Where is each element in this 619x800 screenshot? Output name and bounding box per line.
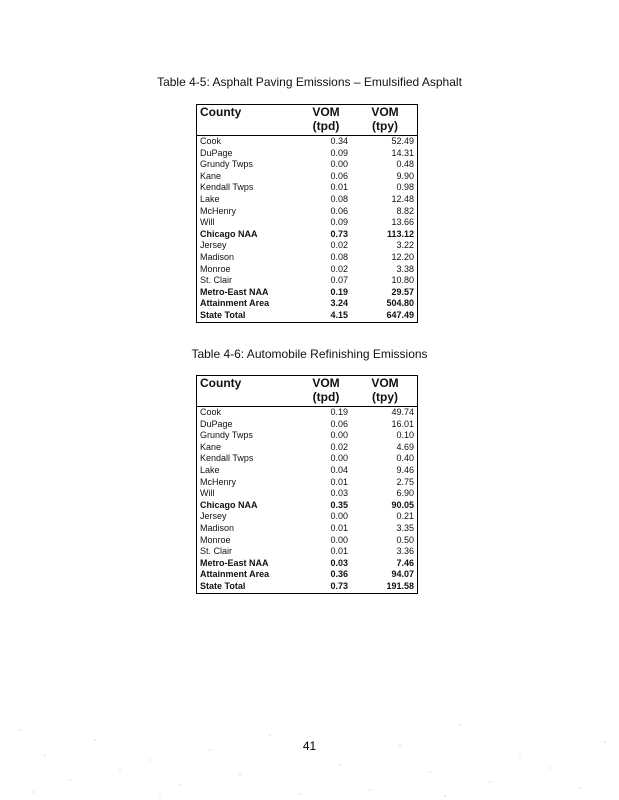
tpd-cell: 0.04 (330, 464, 348, 475)
tpd-cell: 0.09 (330, 147, 348, 158)
tpd-cell: 0.19 (330, 407, 348, 417)
tpd-cell: 0.00 (330, 534, 348, 545)
tpy-cell: 12.20 (391, 251, 414, 262)
county-cell: Lake (200, 464, 220, 475)
county-cell: Madison (200, 251, 235, 262)
tpd-cell: 0.03 (330, 557, 348, 568)
tpy-cell: 3.36 (396, 546, 414, 557)
table-4-6-caption: Table 4-6: Automobile Refinishing Emissions (191, 347, 428, 361)
tpd-cell: 0.02 (330, 441, 348, 452)
tpd-cell: 0.00 (330, 453, 348, 464)
tpd-unit: (tpd) (300, 119, 352, 136)
county-cell: Grundy Twps (200, 159, 253, 170)
tpd-cell: 0.07 (330, 275, 348, 286)
tpy-cell: 14.31 (391, 147, 414, 158)
tpd-cell: 0.00 (330, 511, 348, 522)
tpd-cell: 0.02 (330, 240, 348, 251)
tpy-cell: 3.35 (396, 522, 414, 533)
table-frame (196, 375, 418, 594)
county-cell: Lake (200, 193, 220, 204)
tpy-cell: 7.46 (396, 557, 414, 568)
tpy-cell: 504.80 (386, 298, 414, 309)
county-cell: Chicago NAA (200, 499, 258, 510)
county-cell: State Total (196, 581, 300, 593)
county-cell: Will (200, 217, 215, 228)
page-number: 41 (302, 739, 317, 753)
tpd-cell: 0.08 (330, 251, 348, 262)
tpd-cell: 0.06 (330, 418, 348, 429)
tpy-unit: (tpy) (352, 119, 418, 136)
tpy-cell: 0.48 (396, 159, 414, 170)
tpd-cell: 0.06 (330, 205, 348, 216)
county-cell: Monroe (200, 534, 231, 545)
tpy-cell: 10.80 (391, 275, 414, 286)
county-cell: Monroe (200, 263, 231, 274)
county-cell: Attainment Area (200, 298, 270, 309)
tpy-cell: 0.40 (396, 453, 414, 464)
tpy-cell: 6.90 (396, 488, 414, 499)
county-header: County (196, 376, 300, 391)
tpy-cell: 16.01 (391, 418, 414, 429)
tpd-unit: (tpd) (300, 390, 352, 407)
county-cell: St. Clair (200, 275, 233, 286)
county-cell: Chicago NAA (200, 228, 258, 239)
county-cell: Kendall Twps (200, 182, 254, 193)
table-4-5-caption: Table 4-5: Asphalt Paving Emissions – Emulsified Asphalt (157, 75, 462, 89)
tpy-cell: 9.90 (396, 170, 414, 181)
vom-tpd-header: VOM (300, 376, 352, 391)
tpd-cell: 0.00 (330, 430, 348, 441)
tpy-cell: 2.75 (396, 476, 414, 487)
tpy-cell: 191.58 (352, 581, 418, 593)
county-cell: Kane (200, 170, 222, 181)
tpy-cell: 9.46 (396, 464, 414, 475)
tpy-cell: 3.22 (396, 240, 414, 251)
county-cell: Metro-East NAA (200, 557, 269, 568)
tpd-cell: 0.02 (330, 263, 348, 274)
tpy-cell: 49.74 (391, 407, 414, 417)
tpd-cell: 0.34 (330, 136, 348, 146)
vom-tpd-header: VOM (300, 105, 352, 120)
vom-tpy-header: VOM (352, 105, 418, 120)
tpy-unit: (tpy) (352, 390, 418, 407)
county-cell: Jersey (200, 511, 227, 522)
county-cell: DuPage (200, 147, 233, 158)
tpy-cell: 0.10 (396, 430, 414, 441)
tpd-cell: 0.08 (330, 193, 348, 204)
county-cell: St. Clair (200, 546, 233, 557)
county-header: County (196, 105, 300, 120)
county-cell: McHenry (200, 476, 237, 487)
county-cell: Attainment Area (200, 569, 270, 580)
tpy-cell: 0.98 (396, 182, 414, 193)
county-cell: Will (200, 488, 215, 499)
tpd-cell: 0.03 (330, 488, 348, 499)
tpy-cell: 113.12 (386, 228, 414, 239)
tpd-cell: 0.73 (300, 581, 352, 593)
tpd-cell: 0.01 (330, 522, 348, 533)
tpd-cell: 0.35 (330, 499, 348, 510)
tpd-cell: 0.01 (330, 546, 348, 557)
tpy-cell: 3.38 (396, 263, 414, 274)
tpd-cell: 4.15 (300, 310, 352, 322)
tpd-cell: 0.73 (330, 228, 348, 239)
tpy-cell: 90.05 (391, 499, 414, 510)
county-cell: Jersey (200, 240, 227, 251)
county-cell: Metro-East NAA (200, 286, 269, 297)
tpy-cell: 94.07 (391, 569, 414, 580)
tpd-cell: 0.00 (330, 159, 348, 170)
county-cell: Cook (200, 407, 222, 417)
tpd-cell: 0.19 (330, 286, 348, 297)
tpy-cell: 8.82 (396, 205, 414, 216)
county-cell: Madison (200, 522, 235, 533)
scan-noise (0, 700, 619, 800)
county-cell: Grundy Twps (200, 430, 253, 441)
tpy-cell: 29.57 (391, 286, 414, 297)
county-cell: State Total (196, 310, 300, 322)
tpy-cell: 12.48 (391, 193, 414, 204)
tpd-cell: 0.36 (330, 569, 348, 580)
tpy-cell: 0.21 (396, 511, 414, 522)
county-cell: DuPage (200, 418, 233, 429)
tpd-cell: 0.09 (330, 217, 348, 228)
tpy-cell: 647.49 (352, 310, 418, 322)
tpd-cell: 0.01 (330, 476, 348, 487)
tpd-cell: 0.06 (330, 170, 348, 181)
county-cell: Cook (200, 136, 222, 146)
tpy-cell: 4.69 (396, 441, 414, 452)
county-cell: Kendall Twps (200, 453, 254, 464)
vom-tpy-header: VOM (352, 376, 418, 391)
county-cell: Kane (200, 441, 222, 452)
tpy-cell: 52.49 (391, 136, 414, 146)
tpd-cell: 0.01 (330, 182, 348, 193)
table-frame (196, 104, 418, 323)
county-cell: McHenry (200, 205, 237, 216)
tpy-cell: 0.50 (396, 534, 414, 545)
tpy-cell: 13.66 (391, 217, 414, 228)
tpd-cell: 3.24 (330, 298, 348, 309)
